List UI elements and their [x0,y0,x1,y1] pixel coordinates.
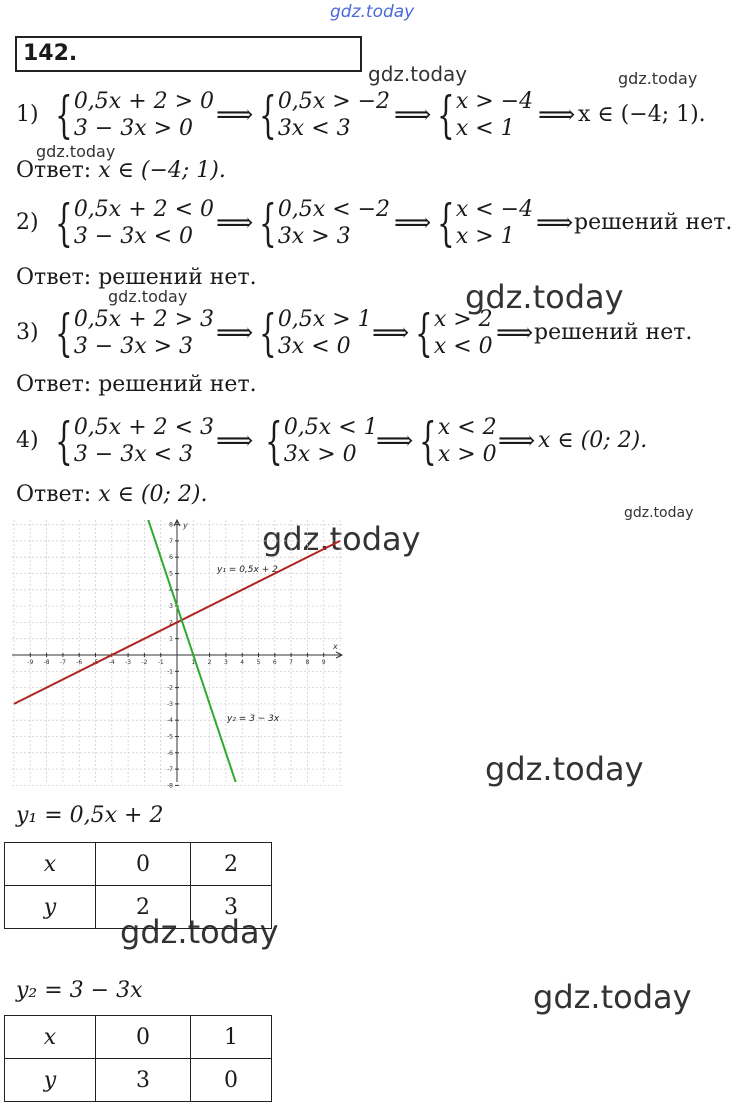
watermark: gdz.today [465,278,624,316]
system-3a: { 0,5x + 2 > 3 3 − 3x > 3 [55,304,215,362]
item-result: x ∈ (−4; 1). [578,102,706,127]
table-cell: 2 [96,886,191,929]
x-tick-label: -9 [27,659,34,666]
system-2c: { x < −4 x > 1 [437,194,534,252]
system-4a: { 0,5x + 2 < 3 3 − 3x < 3 [55,412,215,470]
item-label: 1) [16,102,39,127]
table-row [5,1016,272,1059]
table-cell: 1 [191,1016,272,1059]
table-cell: 0 [96,843,191,886]
y-tick-label: -3 [167,700,173,708]
y-tick-label: -4 [167,717,173,725]
y-tick-label: 5 [169,570,173,578]
system-4c: { x < 2 x > 0 [419,412,497,470]
x-axis-label: x [333,642,338,651]
answer-line: Ответ: решений нет. [16,372,257,397]
x-tick-label: 8 [305,659,310,666]
watermark: gdz.today [262,520,421,558]
item-label: 4) [16,428,39,453]
item-label: 3) [16,320,39,345]
y-tick-label: -7 [167,766,173,774]
implies-arrow: ⟹ [372,318,410,348]
answer-line: Ответ: решений нет. [16,265,257,290]
table2-title: y₂ = 3 − 3x [16,978,143,1003]
system-1a: { 0,5x + 2 > 0 3 − 3x > 0 [55,86,215,144]
table-cell: 2 [191,843,272,886]
system-2a: { 0,5x + 2 < 0 3 − 3x < 0 [55,194,215,252]
value-table-2 [4,1015,272,1102]
watermark: gdz.today [120,913,279,951]
x-tick-label: -5 [92,659,99,666]
implies-arrow: ⟹ [394,208,432,238]
table-cell: y [5,1059,96,1102]
series-label: y₁ = 0,5x + 2 [217,565,278,575]
y-tick-label: 4 [169,586,173,594]
x-tick-label: 5 [256,659,261,666]
watermark: gdz.today [533,978,692,1016]
problem-number-box [15,36,362,72]
watermark: gdz.today [485,750,644,788]
x-tick-label: 7 [289,659,294,666]
watermark: gdz.today [368,62,468,86]
implies-arrow: ⟹ [376,426,414,456]
x-tick-label: -4 [108,659,115,666]
x-tick-label: -7 [59,659,66,666]
answer-line: Ответ: x ∈ (−4; 1). [16,158,226,183]
table-row [5,1059,272,1102]
item-result: решений нет. [574,210,733,235]
table-cell: x [5,843,96,886]
y-tick-label: 8 [169,521,173,529]
table-row [5,843,272,886]
y-tick-label: -8 [167,782,173,790]
implies-arrow: ⟹ [538,100,576,130]
system-3b: { 0,5x > 1 3x < 0 [259,304,372,362]
y-tick-label: 2 [169,619,173,627]
x-tick-label: -8 [43,659,50,666]
y-axis-label: y [183,521,188,530]
system-1c: { x > −4 x < 1 [437,86,534,144]
table-row [5,886,272,929]
watermark: gdz.today [618,69,698,88]
item-label: 2) [16,210,39,235]
system-4b: { 0,5x < 1 3x > 0 [265,412,378,470]
y-tick-label: 3 [169,603,173,611]
watermark: gdz.today [108,287,188,306]
x-tick-label: -6 [76,659,83,666]
y-tick-label: 1 [169,635,173,643]
implies-arrow: ⟹ [394,100,432,130]
series-label: y₂ = 3 − 3x [227,714,280,724]
x-tick-label: 6 [272,659,277,666]
table-cell: 0 [191,1059,272,1102]
implies-arrow: ⟹ [216,426,254,456]
implies-arrow: ⟹ [536,208,574,238]
item-result: x ∈ (0; 2). [538,428,648,453]
watermark-top: gdz.today [330,2,415,22]
system-3c: { x > 2 x < 0 [415,304,493,362]
implies-arrow: ⟹ [216,208,254,238]
table-cell: x [5,1016,96,1059]
system-2b: { 0,5x < −2 3x > 3 [259,194,391,252]
table-cell: 3 [191,886,272,929]
x-tick-label: -3 [125,659,132,666]
y-tick-label: 7 [169,537,173,545]
system-1b: { 0,5x > −2 3x < 3 [259,86,391,144]
y-tick-label: -6 [167,749,173,757]
item-result: решений нет. [534,320,693,345]
function-graph [12,520,342,790]
watermark: gdz.today [624,505,694,521]
x-tick-label: 2 [207,659,212,666]
answer-line: Ответ: x ∈ (0; 2). [16,482,208,507]
implies-arrow: ⟹ [216,100,254,130]
table-cell: 0 [96,1016,191,1059]
y-tick-label: -2 [167,684,173,692]
y-tick-label: 6 [169,554,173,562]
implies-arrow: ⟹ [496,318,534,348]
x-tick-label: -2 [141,659,148,666]
x-tick-label: 4 [240,659,245,666]
table-cell: y [5,886,96,929]
x-tick-label: 9 [321,659,326,666]
table1-title: y₁ = 0,5x + 2 [16,803,164,828]
table-cell: 3 [96,1059,191,1102]
x-tick-label: 1 [191,659,196,666]
watermark: gdz.today [36,142,116,161]
implies-arrow: ⟹ [216,318,254,348]
implies-arrow: ⟹ [498,426,536,456]
problem-number: 142. [23,41,78,66]
y-tick-label: -1 [167,668,173,676]
x-tick-label: -1 [157,659,164,666]
y-tick-label: -5 [167,733,173,741]
value-table-1 [4,842,272,929]
x-tick-label: 3 [223,659,228,666]
